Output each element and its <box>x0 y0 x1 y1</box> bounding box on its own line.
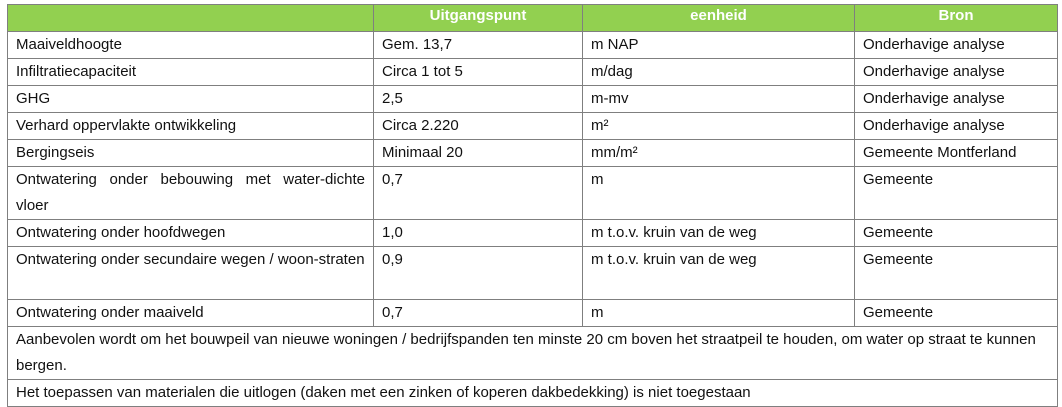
requirements-table <box>7 4 1058 407</box>
note-materialen: Het toepassen van materialen die uitlogen (daken met een zinken of koperen dakbedekking) is niet toegestaan <box>8 380 1058 407</box>
table-row <box>8 247 1058 300</box>
cell-parameter: Bergingseis <box>8 140 374 167</box>
cell-uitgangspunt: 0,9 <box>374 247 583 300</box>
table-row <box>8 167 1058 220</box>
cell-bron: Gemeente <box>855 167 1058 220</box>
cell-uitgangspunt: Minimaal 20 <box>374 140 583 167</box>
cell-uitgangspunt: Circa 2.220 <box>374 113 583 140</box>
cell-parameter: Ontwatering onder hoofdwegen <box>8 220 374 247</box>
cell-parameter: Infiltratiecapaciteit <box>8 59 374 86</box>
table-container <box>7 4 1058 407</box>
table-row <box>8 140 1058 167</box>
cell-parameter: Verhard oppervlakte ontwikkeling <box>8 113 374 140</box>
cell-parameter: Ontwatering onder bebouwing met water-dichte vloer <box>8 167 374 220</box>
cell-bron: Onderhavige analyse <box>855 86 1058 113</box>
cell-bron: Onderhavige analyse <box>855 59 1058 86</box>
header-bron: Bron <box>855 5 1058 32</box>
note-row <box>8 380 1058 407</box>
table-row <box>8 86 1058 113</box>
cell-eenheid: m NAP <box>583 32 855 59</box>
cell-eenheid: m-mv <box>583 86 855 113</box>
cell-bron: Gemeente <box>855 220 1058 247</box>
table-row <box>8 113 1058 140</box>
cell-parameter: Maaiveldhoogte <box>8 32 374 59</box>
table-row <box>8 220 1058 247</box>
cell-eenheid: m/dag <box>583 59 855 86</box>
cell-eenheid: m² <box>583 113 855 140</box>
cell-uitgangspunt: 1,0 <box>374 220 583 247</box>
cell-bron: Gemeente Montferland <box>855 140 1058 167</box>
cell-eenheid: m t.o.v. kruin van de weg <box>583 220 855 247</box>
cell-eenheid: m t.o.v. kruin van de weg <box>583 247 855 300</box>
cell-uitgangspunt: Circa 1 tot 5 <box>374 59 583 86</box>
table-row <box>8 59 1058 86</box>
cell-bron: Onderhavige analyse <box>855 32 1058 59</box>
header-row <box>8 5 1058 32</box>
cell-eenheid: mm/m² <box>583 140 855 167</box>
cell-parameter: GHG <box>8 86 374 113</box>
cell-bron: Gemeente <box>855 247 1058 300</box>
table-row <box>8 300 1058 327</box>
cell-parameter: Ontwatering onder maaiveld <box>8 300 374 327</box>
cell-eenheid: m <box>583 300 855 327</box>
header-parameter <box>8 5 374 32</box>
header-eenheid: eenheid <box>583 5 855 32</box>
cell-bron: Gemeente <box>855 300 1058 327</box>
cell-eenheid: m <box>583 167 855 220</box>
cell-uitgangspunt: 2,5 <box>374 86 583 113</box>
cell-uitgangspunt: Gem. 13,7 <box>374 32 583 59</box>
header-uitgangspunt: Uitgangspunt <box>374 5 583 32</box>
cell-uitgangspunt: 0,7 <box>374 167 583 220</box>
cell-bron: Onderhavige analyse <box>855 113 1058 140</box>
cell-uitgangspunt: 0,7 <box>374 300 583 327</box>
note-bouwpeil: Aanbevolen wordt om het bouwpeil van nieuwe woningen / bedrijfspanden ten minste 20 cm boven het straatpeil te houden, om water op straat te kunnen bergen. <box>8 327 1058 380</box>
cell-parameter: Ontwatering onder secundaire wegen / woon-straten <box>8 247 374 300</box>
table-row <box>8 32 1058 59</box>
note-row <box>8 327 1058 380</box>
